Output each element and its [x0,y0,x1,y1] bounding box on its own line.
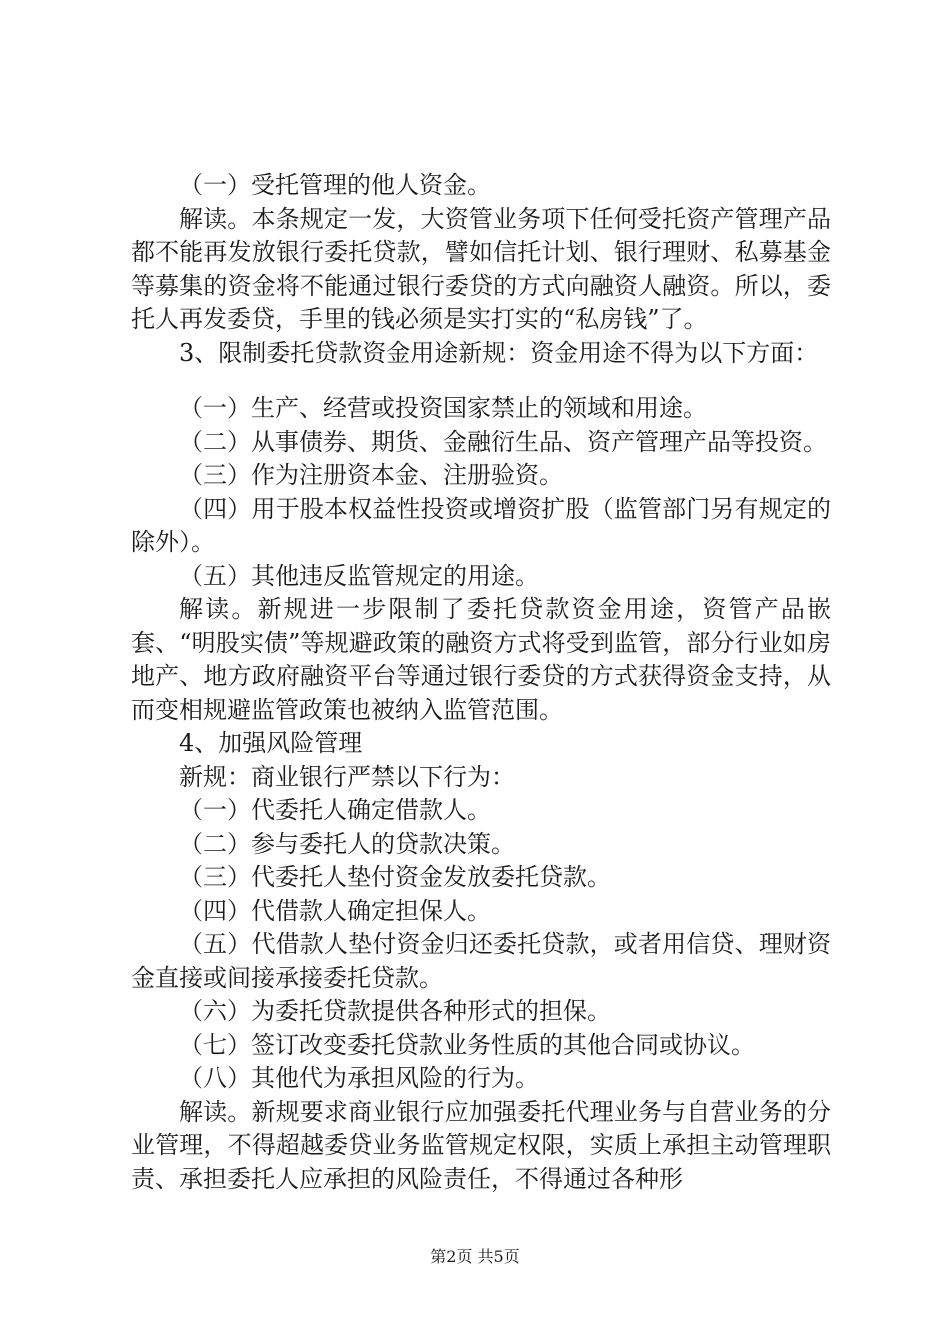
paragraph-prohibited-item-6: （六）为委托贷款提供各种形式的担保。 [179,997,611,1025]
page-number-footer: 第2页 共5页 [430,1247,520,1266]
paragraph-interpretation-2: 解读。新规进一步限制了委托贷款资金用途，资管产品嵌套、“明股实债”等规避政策的融资方式将受到监管，部分行业如房地产、地方政府融资平台等通过银行委贷的方式获得资金支持，从而变相规避监管政策也被纳入监管范围。 [131,595,831,724]
paragraph-interpretation-1: 解读。本条规定一发，大资管业务项下任何受托资产管理产品都不能再发放银行委托贷款，譬如信托计划、银行理财、私募基金等募集的资金将不能通过银行委贷的方式向融资人融资。所以，委托人再发委贷，手里的钱必须是实打实的“私房钱”了。 [131,204,831,333]
paragraph-use-item-4: （四）用于股本权益性投资或增资扩股（监管部门另有规定的除外）。 [131,494,831,556]
paragraph-prohibited-item-2: （二）参与委托人的贷款决策。 [179,829,515,858]
paragraph-use-item-2: （二）从事债券、期货、金融衍生品、资产管理产品等投资。 [179,427,827,456]
paragraph-entrusted-funds: （一）受托管理的他人资金。 [179,171,491,199]
document-body [131,169,831,1196]
paragraph-use-item-3: （三）作为注册资本金、注册验资。 [179,461,563,489]
paragraph-prohibited-item-8: （八）其他代为承担风险的行为。 [179,1064,539,1092]
paragraph-prohibited-item-5: （五）代借款人垫付资金归还委托贷款，或者用信贷、理财资金直接或间接承接委托贷款。 [131,930,831,992]
paragraph-section-4-heading: 4、加强风险管理 [179,729,363,757]
paragraph-section-3-heading: 3、限制委托贷款资金用途新规：资金用途不得为以下方面： [179,338,819,367]
paragraph-use-item-1: （一）生产、经营或投资国家禁止的领域和用途。 [179,394,707,422]
paragraph-prohibited-item-7: （七）签订改变委托贷款业务性质的其他合同或协议。 [179,1030,755,1059]
paragraph-interpretation-3: 解读。新规要求商业银行应加强委托代理业务与自营业务的分业管理，不得超越委贷业务监管规定权限，实质上承担主动管理职责、承担委托人应承担的风险责任，不得通过各种形 [131,1097,831,1193]
paragraph-prohibited-item-1: （一）代委托人确定借款人。 [179,796,491,824]
paragraph-prohibited-item-3: （三）代委托人垫付资金发放委托贷款。 [179,863,611,891]
paragraph-new-rule-intro: 新规：商业银行严禁以下行为： [179,762,515,791]
paragraph-use-item-5: （五）其他违反监管规定的用途。 [179,561,539,590]
paragraph-prohibited-item-4: （四）代借款人确定担保人。 [179,896,491,925]
